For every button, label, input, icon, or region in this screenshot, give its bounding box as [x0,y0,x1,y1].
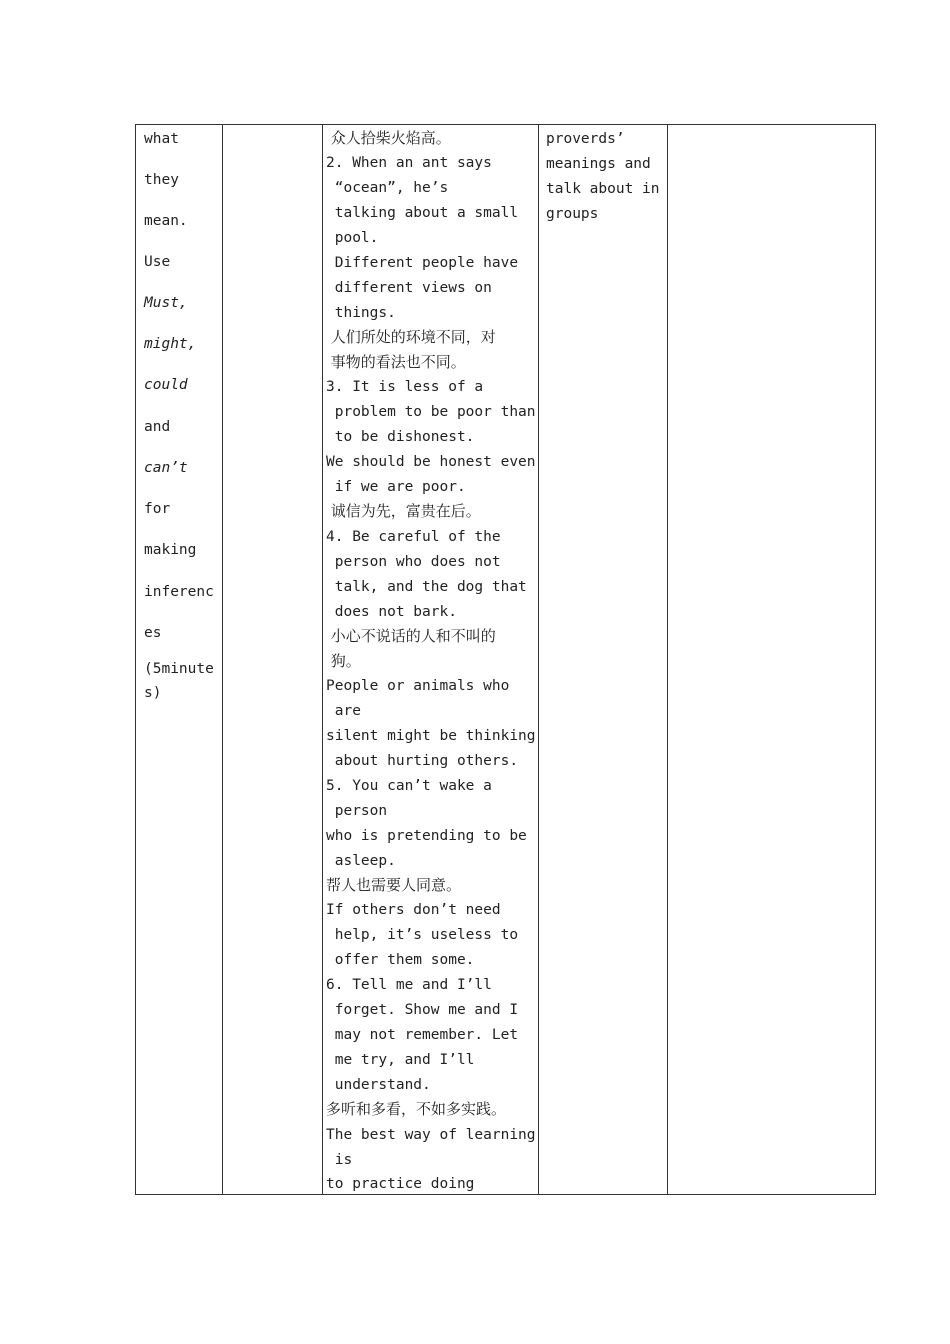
activity-line: talk about in [546,181,660,197]
proverb-line: who is pretending to be [326,828,527,844]
proverb-line: pool. [326,230,379,246]
proverb-line: 6. Tell me and I’ll [326,977,492,993]
proverb-line: does not bark. [326,604,457,620]
column-empty-2 [222,125,322,1194]
proverb-line: to be dishonest. [326,429,475,445]
proverb-line: offer them some. [326,952,475,968]
col1-line: (5minute [144,661,214,677]
proverb-line: problem to be poor than [326,404,536,420]
col1-line: might, [144,336,197,352]
column-proverbs [322,125,538,1194]
proverb-line: 5. You can’t wake a [326,778,492,794]
proverb-line: 4. Be careful of the [326,529,501,545]
activity-line: proverds’ [546,131,625,147]
proverb-line: to practice doing [326,1176,475,1192]
lesson-plan-table [135,124,876,1195]
proverb-line: may not remember. Let [326,1027,519,1043]
proverb-line: We should be honest even [326,454,536,470]
proverb-line: 小心不说话的人和不叫的 [326,627,496,645]
col1-line: Use [144,254,171,270]
proverb-line: If others don’t need [326,902,501,918]
activity-line: meanings and [546,156,651,172]
column-empty-5 [667,125,876,1194]
proverb-line: about hurting others. [326,753,519,769]
col1-line: what [144,131,179,147]
proverb-line: 事物的看法也不同。 [326,353,466,371]
col1-line: they [144,172,179,188]
proverb-line: People or animals who [326,678,510,694]
col1-line: es [144,625,162,641]
col1-line: Must, [144,295,188,311]
proverb-line: Different people have [326,255,519,271]
proverb-line: different views on [326,280,492,296]
proverb-line: are [326,703,361,719]
proverb-line: asleep. [326,853,396,869]
proverb-line: 3. It is less of a [326,379,484,395]
col1-line: for [144,501,171,517]
col1-line: can’t [144,460,188,476]
proverb-line: is [326,1152,353,1168]
proverb-line: 众人拾柴火焰高。 [326,129,451,147]
col1-line: making [144,542,197,558]
proverb-line: me try, and I’ll [326,1052,475,1068]
proverb-line: “ocean”, he’s [326,180,449,196]
col1-line: and [144,419,171,435]
proverb-line: person [326,803,388,819]
proverb-line: talk, and the dog that [326,579,527,595]
column-activity [538,125,667,1194]
proverb-line: things. [326,305,396,321]
column-objectives [136,125,222,1194]
proverb-line: if we are poor. [326,479,466,495]
proverb-line: The best way of learning [326,1127,536,1143]
proverb-line: 人们所处的环境不同，对 [326,328,496,346]
col1-line: could [144,377,188,393]
proverb-line: 诚信为先，富贵在后。 [326,502,481,520]
proverb-line: 多听和多看，不如多实践。 [326,1100,507,1118]
proverb-line: silent might be thinking [326,728,536,744]
proverb-line: 2. When an ant says [326,155,492,171]
col1-line: mean. [144,213,188,229]
col1-line: s) [144,685,162,701]
proverb-line: 狗。 [326,652,361,670]
proverb-line: understand. [326,1077,431,1093]
proverb-line: help, it’s useless to [326,927,519,943]
proverb-line: person who does not [326,554,501,570]
proverb-line: forget. Show me and I [326,1002,519,1018]
col1-line: inferenc [144,584,214,600]
activity-line: groups [546,206,599,222]
proverb-line: talking about a small [326,205,519,221]
proverb-line: 帮人也需要人同意。 [326,876,462,894]
